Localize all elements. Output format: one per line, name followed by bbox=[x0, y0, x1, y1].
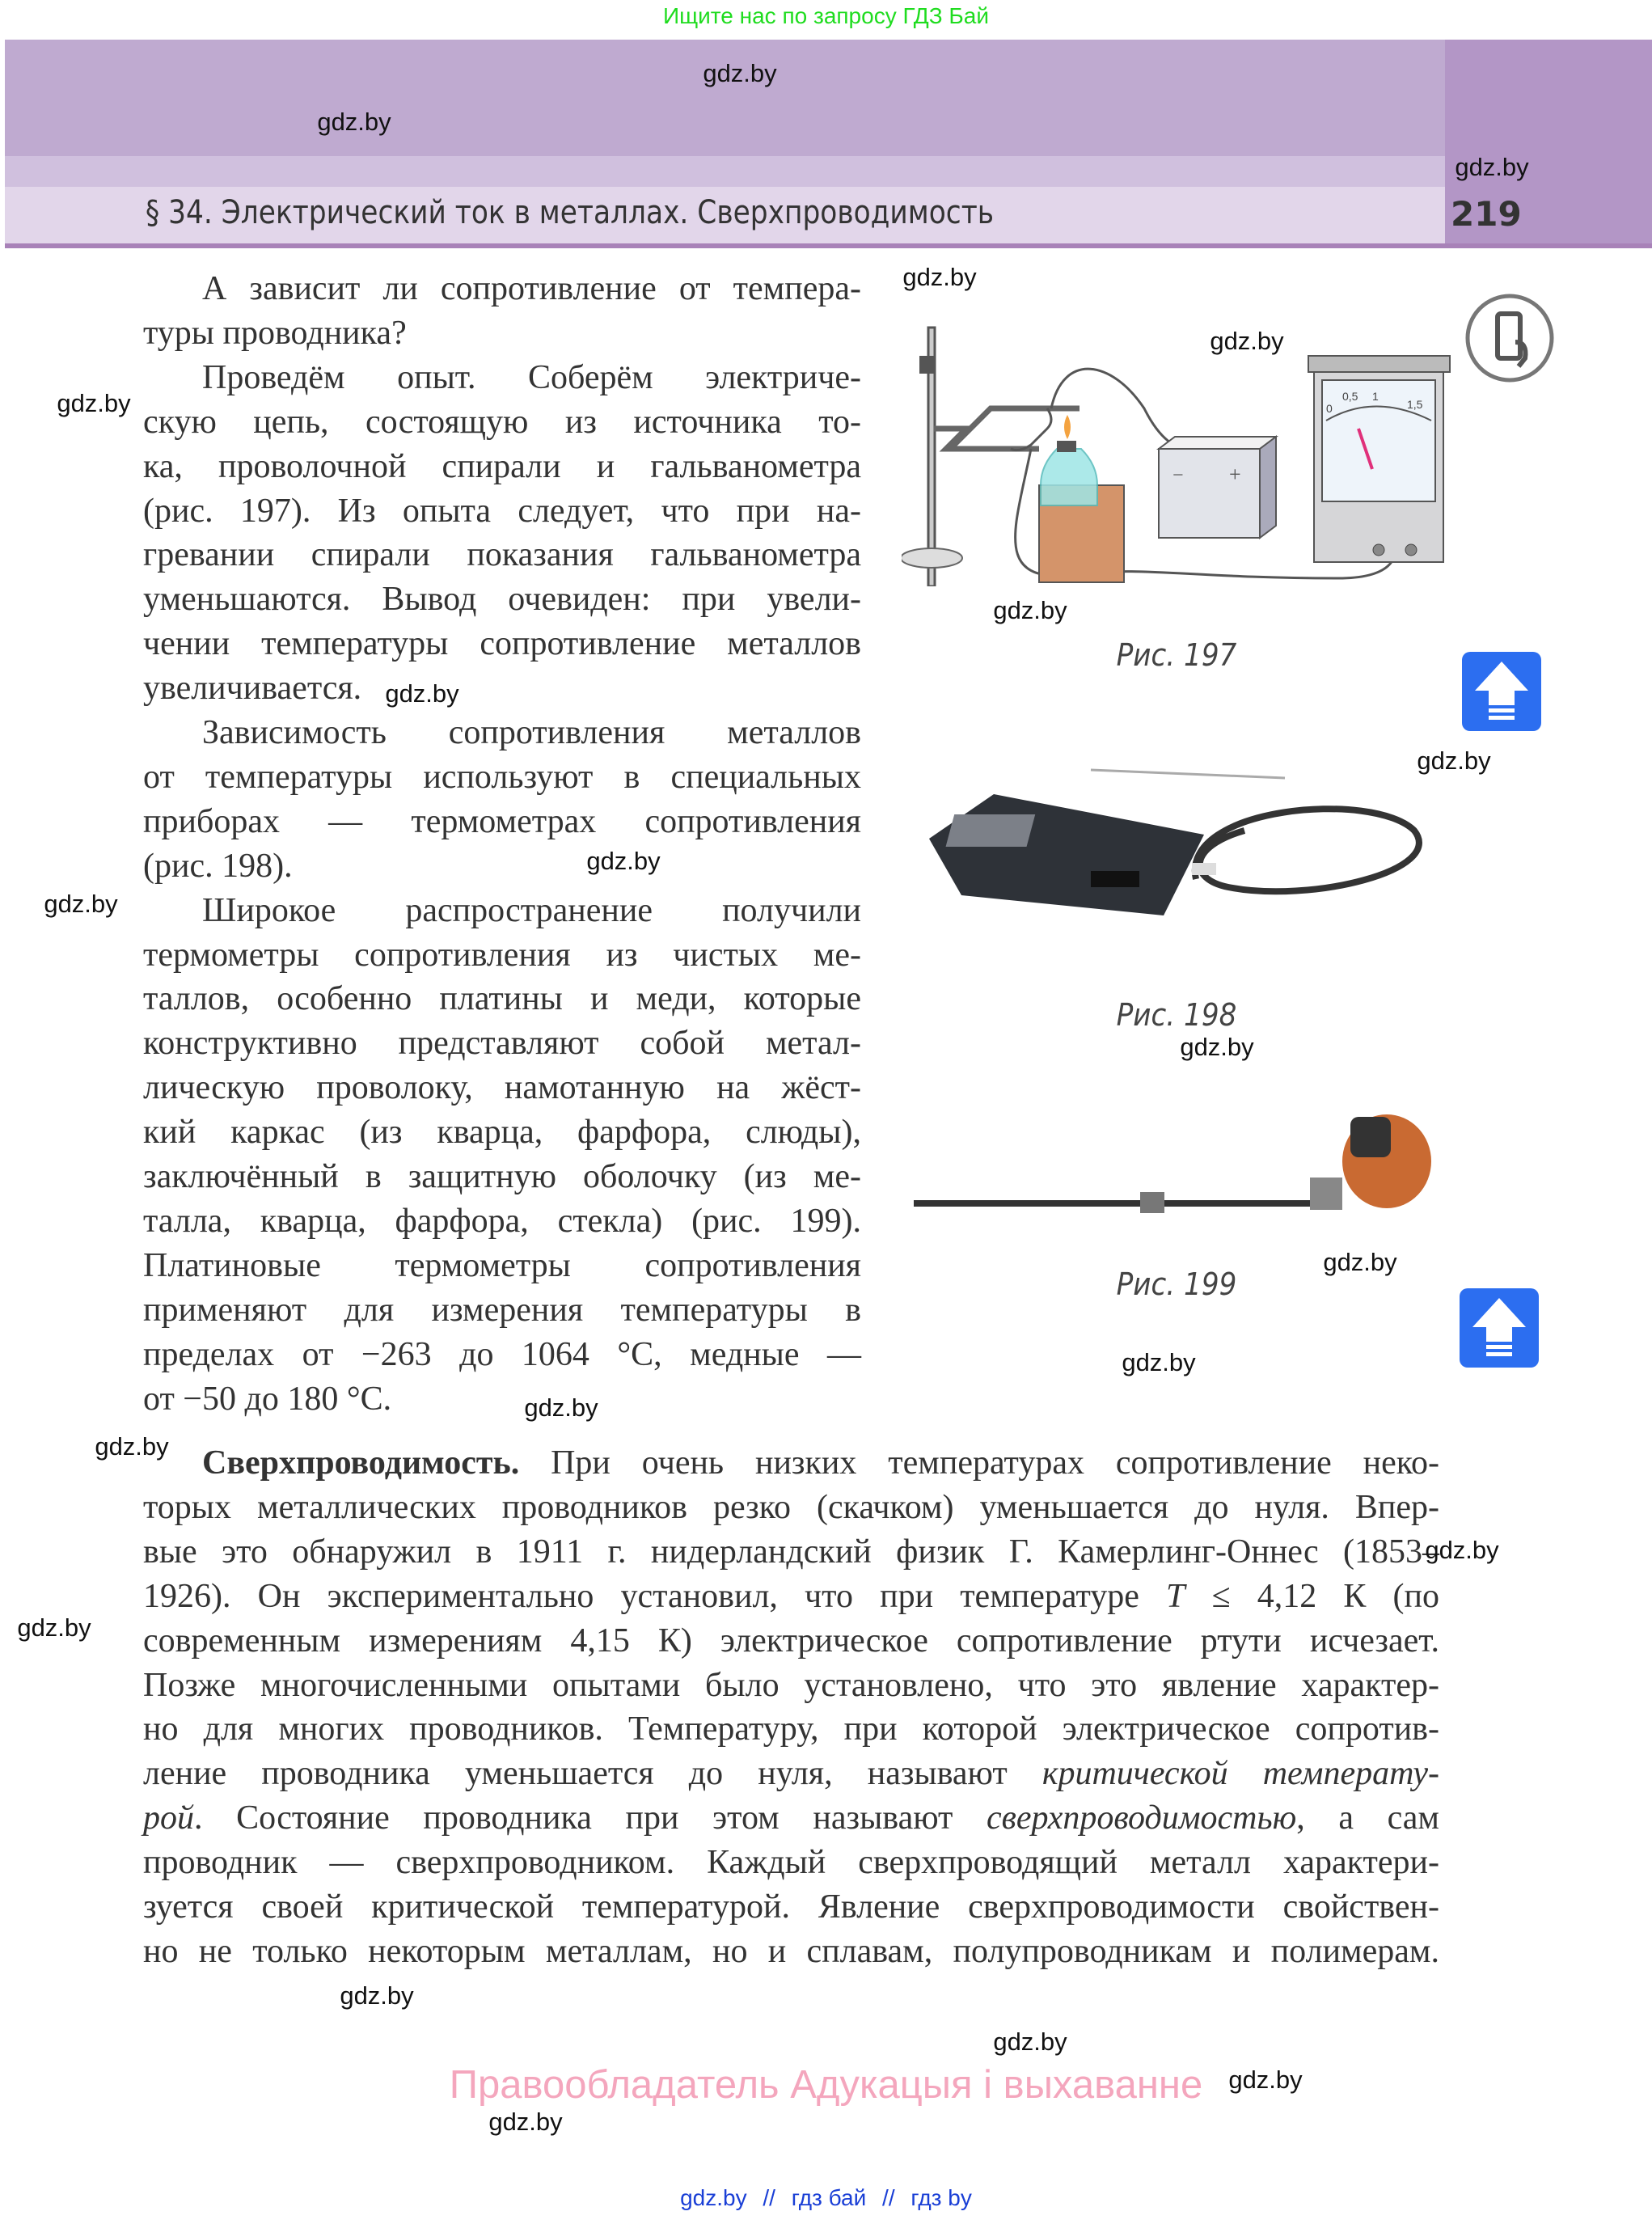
text-line: применяют для измерения температуры в bbox=[143, 1291, 861, 1329]
text-line: Проведём опыт. Соберём электриче- bbox=[202, 358, 861, 396]
figure-199-caption: Рис. 199 bbox=[1116, 1266, 1237, 1302]
scale-label-1: 1 bbox=[1372, 390, 1379, 403]
text-segment: 1926). Он экспериментально установил, что при температуре bbox=[143, 1577, 1167, 1615]
gdz-watermark: gdz.by bbox=[1122, 1348, 1196, 1376]
term-emphasis: сверхпроводимостью bbox=[987, 1799, 1297, 1837]
scroll-up-button[interactable] bbox=[1462, 652, 1541, 731]
text-line: уменьшаются. Вывод очевиден: при увели- bbox=[143, 581, 861, 619]
scale-label-0: 0 bbox=[1326, 402, 1333, 415]
gdz-watermark: gdz.by bbox=[1323, 1248, 1397, 1276]
text-segment: ≤ 4,12 К (по bbox=[1185, 1577, 1440, 1615]
text-line: от температуры используют в специальных bbox=[143, 758, 861, 796]
gdz-watermark: gdz.by bbox=[524, 1393, 598, 1422]
text-line bbox=[143, 1441, 1439, 1486]
text-line: пределах от −263 до 1064 °С, медные — bbox=[143, 1335, 861, 1373]
gdz-watermark: gdz.by bbox=[17, 1613, 91, 1642]
text-line: талла, кварца, фарфора, стекла) (рис. 199). bbox=[143, 1202, 861, 1240]
text-line: (рис. 198). bbox=[143, 847, 293, 885]
gdz-watermark: gdz.by bbox=[1210, 327, 1284, 355]
gdz-watermark: gdz.by bbox=[1228, 2065, 1303, 2094]
text-line: туры проводника? bbox=[143, 314, 407, 352]
arrow-up-icon bbox=[1462, 652, 1541, 731]
text-line: (рис. 197). Из опыта следует, что при на- bbox=[143, 492, 861, 530]
text-line: ка, проволочной спирали и гальванометра bbox=[143, 447, 861, 485]
text-line bbox=[143, 1796, 1439, 1841]
text-line bbox=[143, 1885, 1439, 1930]
figure-197-caption: Рис. 197 bbox=[1116, 637, 1237, 673]
text-line: Широкое распространение получили bbox=[202, 891, 861, 929]
gdz-watermark: gdz.by bbox=[902, 263, 977, 291]
gdz-watermark: gdz.by bbox=[340, 1981, 414, 2010]
text-line bbox=[143, 1930, 1439, 1974]
text-line: Платиновые термометры сопротивления bbox=[143, 1246, 861, 1284]
figure-198-resistance-thermometer bbox=[921, 758, 1424, 957]
text-line: Зависимость сопротивления металлов bbox=[202, 714, 861, 751]
text-line: термометры сопротивления из чистых ме- bbox=[143, 936, 861, 974]
text-segment: но для многих проводников. Температуру, при которой электрическое сопротив- bbox=[143, 1710, 1439, 1748]
figure-198-caption: Рис. 198 bbox=[1116, 997, 1237, 1033]
text-line bbox=[143, 1575, 1439, 1619]
text-line: чении температуры сопротивление металлов bbox=[143, 625, 861, 663]
footer-separator: // bbox=[882, 2185, 895, 2210]
search-hint: Ищите нас по запросу ГДЗ Бай bbox=[662, 3, 990, 28]
battery-minus-label: − bbox=[1172, 465, 1184, 486]
gdz-watermark: gdz.by bbox=[95, 1432, 169, 1461]
text-line: А зависит ли сопротивление от темпера- bbox=[202, 270, 861, 307]
arrow-up-icon bbox=[1460, 1288, 1539, 1368]
text-segment: . Состояние проводника при этом называют bbox=[194, 1799, 987, 1837]
gdz-watermark: gdz.by bbox=[1180, 1033, 1254, 1061]
text-line: конструктивно представляют собой метал- bbox=[143, 1025, 861, 1063]
gdz-watermark: gdz.by bbox=[57, 389, 131, 417]
text-line: приборах — термометрах сопротивления bbox=[143, 802, 861, 840]
text-segment: торых металлических проводников резко (скачком) уменьшается до нуля. Впер- bbox=[143, 1488, 1439, 1526]
scale-label-15: 1,5 bbox=[1407, 398, 1423, 411]
gdz-watermark: gdz.by bbox=[385, 679, 459, 708]
text-line bbox=[143, 1619, 1439, 1664]
battery-plus-label: + bbox=[1229, 463, 1241, 486]
text-segment: проводник — сверхпроводником. Каждый сверхпроводящий металл характери- bbox=[143, 1844, 1439, 1882]
footer-link-gdz-by[interactable]: гдз by bbox=[911, 2185, 972, 2210]
page-title: § 34. Электрический ток в металлах. Сверхпроводимость bbox=[146, 194, 995, 231]
footer-link-gdz[interactable]: gdz.by bbox=[680, 2185, 747, 2210]
gdz-watermark: gdz.by bbox=[1455, 153, 1529, 181]
gdz-watermark: gdz.by bbox=[488, 2108, 563, 2136]
text-line bbox=[143, 1752, 1439, 1796]
term-emphasis: T bbox=[1166, 1577, 1185, 1615]
header-strip bbox=[5, 156, 1445, 187]
gdz-watermark: gdz.by bbox=[586, 847, 661, 875]
gdz-watermark: gdz.by bbox=[1425, 1536, 1499, 1564]
term-emphasis: рой bbox=[143, 1799, 194, 1837]
text-line bbox=[143, 1530, 1439, 1575]
mobile-device-icon[interactable] bbox=[1465, 294, 1554, 383]
text-segment: но не только некоторым металлам, но и сплавам, полупроводникам и полимерам. bbox=[143, 1932, 1439, 1970]
header-band bbox=[5, 40, 1445, 156]
text-segment: зуется своей критической температурой. Явление сверхпроводимости свойствен- bbox=[143, 1888, 1439, 1926]
text-line bbox=[143, 1486, 1439, 1530]
header-divider bbox=[5, 243, 1652, 248]
text-line: заключённый в защитную оболочку (из ме- bbox=[143, 1158, 861, 1195]
text-line: лическую проволоку, намотанную на жёст- bbox=[143, 1069, 861, 1107]
gdz-watermark: gdz.by bbox=[703, 59, 777, 87]
gdz-watermark: gdz.by bbox=[1417, 746, 1491, 775]
section-heading: Сверхпроводимость. bbox=[202, 1444, 520, 1482]
page-number: 219 bbox=[1451, 194, 1522, 234]
footer-separator: // bbox=[763, 2185, 775, 2210]
figure-197-circuit bbox=[902, 287, 1451, 586]
footer-links bbox=[0, 2185, 1652, 2211]
gdz-watermark: gdz.by bbox=[993, 2027, 1067, 2056]
text-segment: При очень низких температурах сопротивление неко- bbox=[519, 1444, 1439, 1482]
text-segment: ление проводника уменьшается до нуля, называют bbox=[143, 1755, 1042, 1793]
scroll-up-button-2[interactable] bbox=[1460, 1288, 1539, 1368]
text-segment: , а сам bbox=[1296, 1799, 1439, 1837]
text-segment: вые это обнаружил в 1911 г. нидерландский физик Г. Камерлинг-Оннес (1853– bbox=[143, 1533, 1439, 1571]
text-line: таллов, особенно платины и меди, которые bbox=[143, 980, 861, 1018]
text-segment: современным измерениям 4,15 К) электрическое сопротивление ртути исчезает. bbox=[143, 1621, 1439, 1660]
scale-label-05: 0,5 bbox=[1342, 390, 1358, 403]
text-line: скую цепь, состоящую из источника то- bbox=[143, 403, 861, 441]
text-line bbox=[143, 1707, 1439, 1752]
gdz-watermark: gdz.by bbox=[317, 108, 391, 136]
text-segment: Позже многочисленными опытами было установлено, что это явление характер- bbox=[143, 1666, 1439, 1704]
text-line: увеличивается. bbox=[143, 670, 362, 708]
gdz-watermark: gdz.by bbox=[993, 596, 1067, 624]
text-line bbox=[143, 1841, 1439, 1885]
text-line: от −50 до 180 °С. bbox=[143, 1380, 392, 1418]
footer-link-gdz-bai[interactable]: гдз бай bbox=[791, 2185, 867, 2210]
text-line: гревании спирали показания гальванометра bbox=[143, 536, 861, 574]
figure-199-platinum-thermometer bbox=[914, 1105, 1439, 1219]
text-line: кий каркас (из кварца, фарфора, слюды), bbox=[143, 1114, 861, 1152]
term-emphasis: критической температу- bbox=[1041, 1755, 1439, 1793]
gdz-watermark: gdz.by bbox=[44, 890, 118, 918]
text-line bbox=[143, 1664, 1439, 1708]
copyright-notice: Правообладатель Адукацыя і выхаванне bbox=[449, 2063, 1203, 2107]
